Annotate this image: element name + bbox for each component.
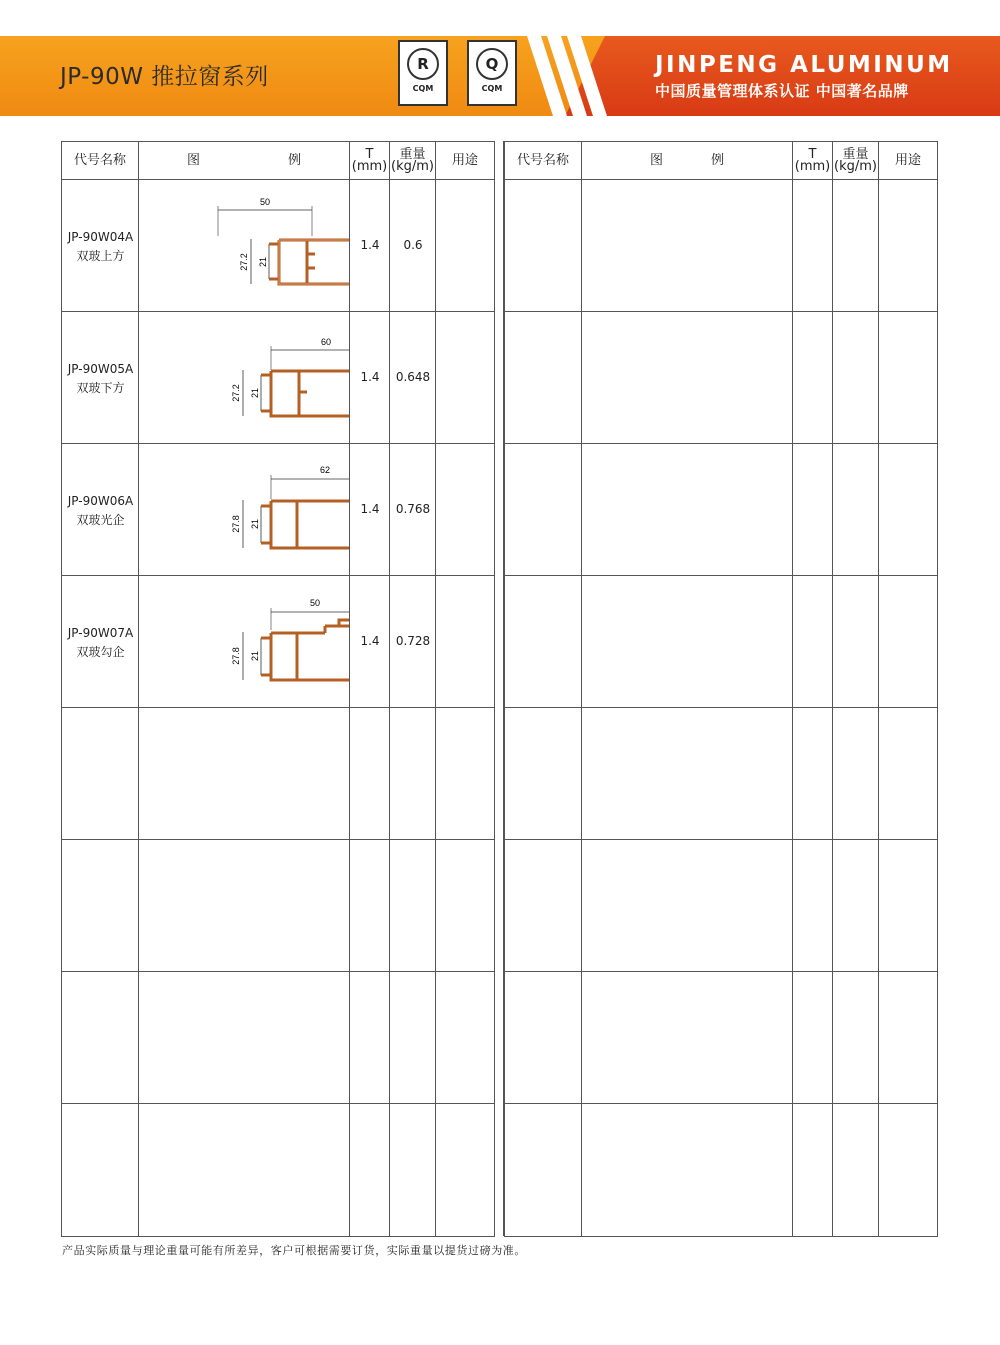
cert-label: CQM: [412, 84, 434, 93]
cqm-r-certification-icon: [398, 40, 448, 106]
dim-inner-height-label: 21: [250, 650, 260, 662]
profile-code: JP-90W07A: [67, 626, 134, 640]
usage-cell: [436, 312, 495, 444]
weight-unit: (kg/m): [834, 158, 877, 174]
empty-cell: [436, 708, 495, 840]
empty-cell: [436, 972, 495, 1104]
profile-drawing-jp-90w05a: [139, 312, 349, 443]
profile-drawing-jp-90w07a: [139, 576, 349, 707]
profile-code: JP-90W05A: [67, 362, 134, 376]
empty-cell: [350, 708, 390, 840]
profile-highlight: [279, 240, 349, 284]
empty-cell: [505, 444, 582, 576]
empty-cell: [793, 576, 833, 708]
empty-cell: [505, 708, 582, 840]
weight-label: 重量: [399, 146, 426, 162]
col-header-thickness: [350, 142, 390, 180]
brand-name: JINPENG ALUMINUM: [655, 52, 953, 78]
table-row: [390, 576, 436, 708]
table-row: [350, 312, 390, 444]
profile-drawing-cell: [139, 180, 350, 312]
weight-value: 0.6: [403, 238, 423, 252]
col-header-figure: [582, 142, 793, 180]
figure-label-a: 图: [649, 152, 663, 168]
empty-cell: [350, 840, 390, 972]
cert-symbol: R: [407, 48, 439, 80]
table-row: [350, 444, 390, 576]
profile-drawing-cell: [139, 312, 350, 444]
empty-cell: [582, 180, 793, 312]
empty-cell: [833, 312, 879, 444]
weight-value: 0.728: [395, 634, 431, 648]
thickness-label: T: [365, 146, 374, 162]
weight-value: 0.768: [395, 502, 431, 516]
empty-cell: [62, 972, 139, 1104]
empty-cell: [505, 312, 582, 444]
empty-cell: [833, 576, 879, 708]
dim-width-label: 50: [309, 598, 321, 608]
empty-cell: [582, 576, 793, 708]
empty-cell: [139, 972, 350, 1104]
profile-code: JP-90W04A: [67, 230, 134, 244]
empty-cell: [582, 972, 793, 1104]
empty-cell: [833, 708, 879, 840]
empty-cell: [350, 1104, 390, 1237]
table-row: [62, 180, 139, 312]
empty-cell: [833, 840, 879, 972]
empty-cell: [833, 1104, 879, 1237]
empty-cell: [833, 444, 879, 576]
table-row: [350, 576, 390, 708]
thickness-value: 1.4: [360, 502, 380, 516]
usage-cell: [436, 444, 495, 576]
col-header-figure: [139, 142, 350, 180]
col-header-thickness: [793, 142, 833, 180]
empty-cell: [879, 576, 938, 708]
empty-cell: [879, 840, 938, 972]
aluminum-profile-shape: [261, 620, 349, 680]
empty-cell: [62, 1104, 139, 1237]
dim-width-label: 62: [319, 465, 331, 475]
empty-cell: [139, 840, 350, 972]
aluminum-profile-shape: [269, 240, 349, 284]
empty-cell: [436, 1104, 495, 1237]
dim-inner-height-label: 21: [250, 518, 260, 530]
empty-cell: [793, 180, 833, 312]
usage-cell: [436, 576, 495, 708]
dim-width-label: 60: [320, 337, 332, 347]
empty-cell: [139, 1104, 350, 1237]
col-header-usage: 用途: [879, 142, 938, 180]
usage-cell: [436, 180, 495, 312]
profile-table-left: [61, 141, 495, 1237]
empty-cell: [505, 1104, 582, 1237]
dim-width-label: 50: [259, 197, 271, 207]
cqm-q-certification-icon: [467, 40, 517, 106]
empty-cell: [793, 444, 833, 576]
dim-outer-height-label: 27.2: [239, 253, 249, 271]
table-row: [390, 312, 436, 444]
figure-label-b: 例: [711, 152, 725, 168]
empty-cell: [505, 972, 582, 1104]
series-title: JP-90W 推拉窗系列: [60, 64, 269, 90]
thickness-value: 1.4: [360, 634, 380, 648]
profile-drawing-cell: [139, 576, 350, 708]
profile-name: 双玻勾企: [76, 645, 125, 659]
figure-label-a: 图: [186, 152, 200, 168]
empty-cell: [390, 1104, 436, 1237]
figure-label-b: 例: [288, 152, 302, 168]
empty-cell: [793, 312, 833, 444]
empty-cell: [582, 312, 793, 444]
thickness-value: 1.4: [360, 238, 380, 252]
empty-cell: [436, 840, 495, 972]
profile-drawing-cell: [139, 444, 350, 576]
empty-cell: [793, 1104, 833, 1237]
profile-table-right: [504, 141, 938, 1237]
profile-drawing-jp-90w04a: [139, 180, 349, 311]
dim-inner-height-label: 21: [258, 256, 268, 268]
empty-cell: [833, 180, 879, 312]
col-header-usage: 用途: [436, 142, 495, 180]
empty-cell: [582, 1104, 793, 1237]
empty-cell: [505, 180, 582, 312]
table-row: [62, 576, 139, 708]
table-row: [62, 312, 139, 444]
col-header-code: 代号名称: [62, 142, 139, 180]
weight-unit: (kg/m): [391, 158, 434, 174]
page-header: [0, 0, 1000, 116]
profile-name: 双玻上方: [76, 249, 125, 263]
profile-drawing-jp-90w06a: [139, 444, 349, 575]
col-header-weight: [390, 142, 436, 180]
table-row: [350, 180, 390, 312]
empty-cell: [505, 840, 582, 972]
empty-cell: [793, 840, 833, 972]
thickness-unit: (mm): [351, 158, 388, 174]
dim-outer-height-label: 27.8: [231, 647, 241, 665]
empty-cell: [879, 180, 938, 312]
brand-slogan: 中国质量管理体系认证 中国著名品牌: [655, 82, 909, 100]
weight-label: 重量: [842, 146, 869, 162]
profile-name: 双玻光企: [76, 513, 125, 527]
empty-cell: [582, 708, 793, 840]
empty-cell: [879, 972, 938, 1104]
dim-inner-height-label: 21: [250, 387, 260, 399]
empty-cell: [505, 576, 582, 708]
empty-cell: [582, 444, 793, 576]
col-header-weight: [833, 142, 879, 180]
thickness-unit: (mm): [794, 158, 831, 174]
empty-cell: [879, 312, 938, 444]
footer-note: 产品实际质量与理论重量可能有所差异，客户可根据需要订货，实际重量以提货过磅为准。: [62, 1244, 526, 1257]
aluminum-profile-shape: [261, 371, 349, 416]
empty-cell: [62, 840, 139, 972]
empty-cell: [833, 972, 879, 1104]
empty-cell: [62, 708, 139, 840]
cert-symbol: Q: [476, 48, 508, 80]
table-row: [390, 444, 436, 576]
weight-value: 0.648: [395, 370, 431, 384]
cert-label: CQM: [481, 84, 503, 93]
thickness-value: 1.4: [360, 370, 380, 384]
empty-cell: [390, 972, 436, 1104]
empty-cell: [582, 840, 793, 972]
table-row: [62, 444, 139, 576]
empty-cell: [350, 972, 390, 1104]
empty-cell: [793, 972, 833, 1104]
empty-cell: [879, 708, 938, 840]
profile-name: 双玻下方: [76, 381, 125, 395]
empty-cell: [139, 708, 350, 840]
empty-cell: [793, 708, 833, 840]
col-header-code: 代号名称: [505, 142, 582, 180]
empty-cell: [879, 1104, 938, 1237]
table-gutter: [494, 141, 504, 1236]
empty-cell: [879, 444, 938, 576]
dim-outer-height-label: 27.8: [231, 515, 241, 533]
profile-code: JP-90W06A: [67, 494, 134, 508]
empty-cell: [390, 708, 436, 840]
thickness-label: T: [808, 146, 817, 162]
table-row: [390, 180, 436, 312]
aluminum-profile-shape: [261, 501, 349, 548]
dim-outer-height-label: 27.2: [231, 384, 241, 402]
empty-cell: [390, 840, 436, 972]
